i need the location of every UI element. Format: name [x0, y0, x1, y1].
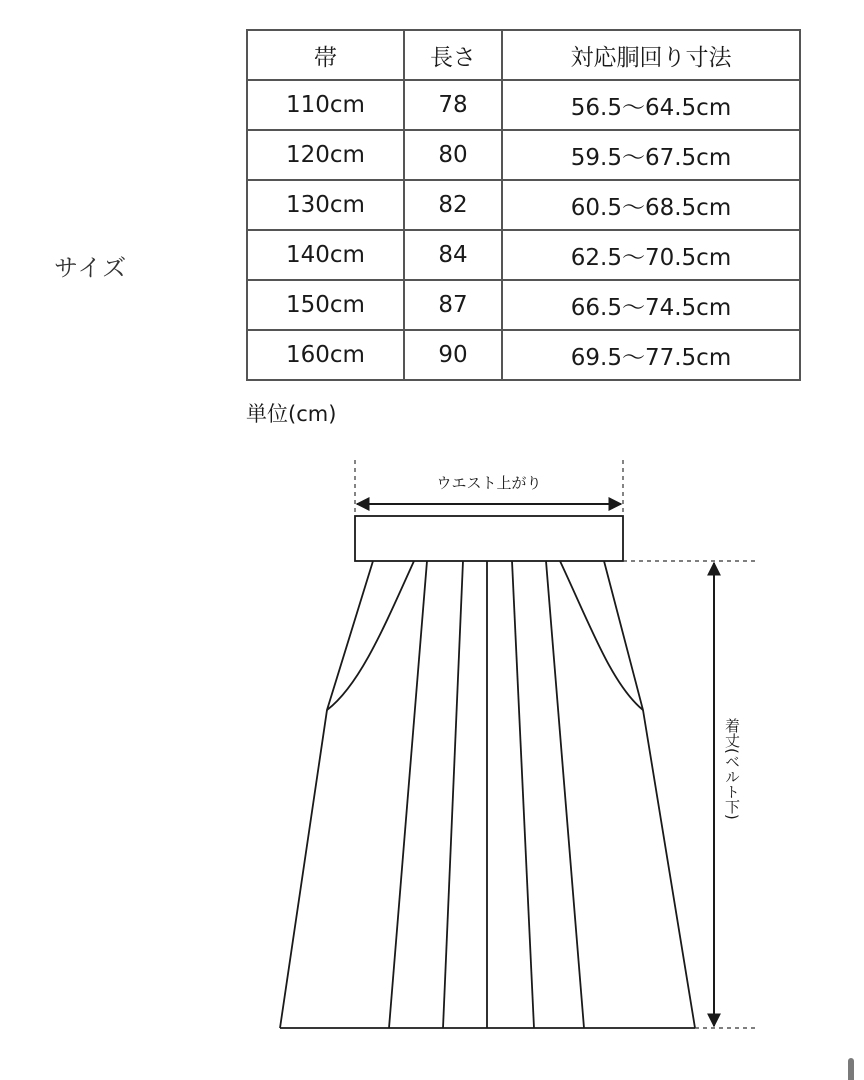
cell-obi: 110cm	[247, 80, 404, 130]
table-row	[247, 230, 800, 280]
table-header-row	[247, 30, 800, 80]
length-label: 着丈(ベルト下)	[723, 718, 741, 820]
cell-length: 82	[404, 180, 502, 230]
table-row	[247, 280, 800, 330]
table-row	[247, 130, 800, 180]
cell-obi: 160cm	[247, 330, 404, 380]
size-section-label: サイズ	[54, 254, 128, 282]
cell-length: 87	[404, 280, 502, 330]
skirt-outline-left	[280, 561, 373, 1028]
cell-obi: 150cm	[247, 280, 404, 330]
unit-note: 単位(cm)	[246, 402, 337, 426]
pleat-curve-right	[560, 561, 643, 710]
pleat-line	[443, 561, 463, 1028]
header-waist-range: 対応胴回り寸法	[502, 30, 800, 80]
pleat-curve-left	[327, 561, 414, 710]
table-row	[247, 80, 800, 130]
cell-length: 84	[404, 230, 502, 280]
pleat-line	[389, 561, 427, 1028]
table-row	[247, 180, 800, 230]
header-obi: 帯	[247, 30, 404, 80]
skirt-outline-right	[604, 561, 695, 1028]
scrollbar-thumb[interactable]	[848, 1058, 854, 1080]
waistband	[355, 516, 623, 561]
cell-waist-range: 62.5〜70.5cm	[502, 230, 800, 280]
cell-waist-range: 66.5〜74.5cm	[502, 280, 800, 330]
cell-waist-range: 56.5〜64.5cm	[502, 80, 800, 130]
length-dimension	[623, 561, 756, 1028]
cell-length: 78	[404, 80, 502, 130]
cell-obi: 130cm	[247, 180, 404, 230]
waist-dimension	[355, 460, 623, 516]
table-row	[247, 330, 800, 380]
pleat-line	[512, 561, 534, 1028]
cell-length: 80	[404, 130, 502, 180]
cell-waist-range: 59.5〜67.5cm	[502, 130, 800, 180]
hakama-diagram	[0, 440, 864, 1050]
cell-obi: 140cm	[247, 230, 404, 280]
cell-obi: 120cm	[247, 130, 404, 180]
header-length: 長さ	[404, 30, 502, 80]
cell-waist-range: 60.5〜68.5cm	[502, 180, 800, 230]
size-table	[246, 29, 801, 381]
cell-waist-range: 69.5〜77.5cm	[502, 330, 800, 380]
waist-label: ウエスト上がり	[436, 474, 542, 492]
cell-length: 90	[404, 330, 502, 380]
pleat-line	[546, 561, 584, 1028]
skirt-body	[280, 561, 695, 1028]
